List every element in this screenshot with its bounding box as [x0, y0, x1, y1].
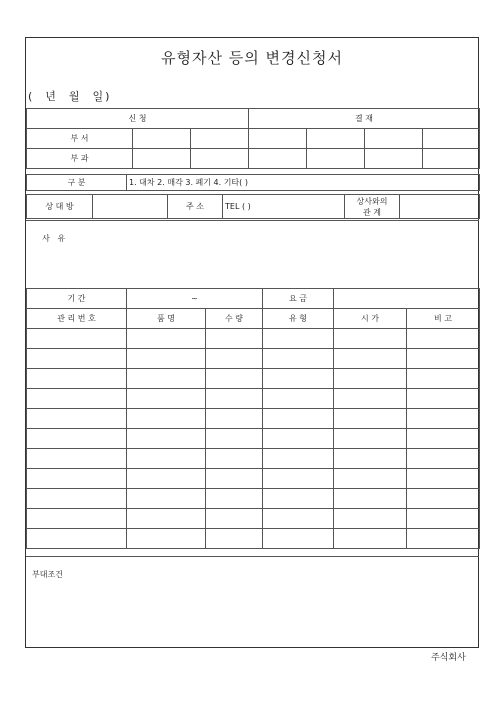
table-row [27, 489, 480, 509]
table-cell[interactable] [27, 349, 127, 369]
table-cell[interactable] [27, 469, 127, 489]
counterparty-field[interactable] [93, 195, 168, 219]
table-cell[interactable] [27, 369, 127, 389]
table-cell[interactable] [127, 389, 206, 409]
table-cell[interactable] [407, 529, 480, 549]
table-cell[interactable] [263, 509, 334, 529]
fee-label: 요 금 [263, 289, 334, 309]
table-cell[interactable] [407, 429, 480, 449]
table-cell[interactable] [407, 389, 480, 409]
table-cell[interactable] [263, 469, 334, 489]
table-cell[interactable] [334, 489, 407, 509]
table-cell[interactable] [407, 469, 480, 489]
table-cell[interactable] [206, 389, 263, 409]
table-cell[interactable] [263, 389, 334, 409]
table-cell[interactable] [127, 509, 206, 529]
header-type: 유 형 [263, 309, 334, 329]
period-range-field[interactable]: ~ [127, 289, 263, 309]
header-item-name: 품 명 [127, 309, 206, 329]
relation-label-line-2: 관 계 [363, 207, 381, 217]
table-cell[interactable] [127, 489, 206, 509]
relation-field[interactable] [400, 195, 480, 219]
table-row [27, 529, 480, 549]
relation-label-line-1: 상사와의 [356, 196, 388, 206]
form-title: 유형자산 등의 변경신청서 [161, 49, 343, 67]
header-remarks: 비 고 [407, 309, 480, 329]
table-cell[interactable] [206, 409, 263, 429]
table-cell[interactable] [206, 489, 263, 509]
approval-cell[interactable] [307, 149, 365, 169]
table-cell[interactable] [407, 349, 480, 369]
dept-label: 부 서 [27, 129, 133, 149]
items-body [27, 309, 480, 549]
conditions-section[interactable] [26, 556, 479, 648]
party-table [26, 194, 480, 219]
table-cell[interactable] [127, 349, 206, 369]
table-cell[interactable] [27, 429, 127, 449]
approval-cell[interactable] [365, 129, 423, 149]
table-cell[interactable] [334, 329, 407, 349]
table-cell[interactable] [334, 469, 407, 489]
approval-header: 결 재 [249, 109, 480, 129]
table-cell[interactable] [263, 409, 334, 429]
table-cell[interactable] [334, 349, 407, 369]
table-cell[interactable] [27, 329, 127, 349]
table-cell[interactable] [334, 449, 407, 469]
header-mgmt-no: 관 리 번 호 [27, 309, 127, 329]
table-row [27, 469, 480, 489]
table-cell[interactable] [334, 429, 407, 449]
table-cell[interactable] [263, 349, 334, 369]
table-cell[interactable] [263, 429, 334, 449]
table-cell[interactable] [407, 509, 480, 529]
tel-field[interactable]: TEL ( ) [223, 195, 345, 219]
fee-field[interactable] [334, 289, 480, 309]
table-cell[interactable] [407, 329, 480, 349]
approval-cell[interactable] [307, 129, 365, 149]
items-header-row [27, 309, 480, 329]
table-cell[interactable] [206, 369, 263, 389]
approval-cell[interactable] [423, 129, 480, 149]
conditions-label: 부대조건 [32, 570, 63, 579]
table-cell[interactable] [27, 389, 127, 409]
table-row [27, 389, 480, 409]
table-row [27, 429, 480, 449]
table-cell[interactable] [127, 449, 206, 469]
table-cell[interactable] [263, 489, 334, 509]
applicant-header: 신 청 [27, 109, 249, 129]
approval-cell[interactable] [249, 129, 307, 149]
table-cell[interactable] [206, 469, 263, 489]
table-cell[interactable] [206, 449, 263, 469]
reason-label: 사 유 [42, 234, 66, 243]
table-cell[interactable] [206, 429, 263, 449]
period-table [26, 288, 480, 309]
approval-cell[interactable] [423, 149, 480, 169]
table-cell[interactable] [263, 529, 334, 549]
table-cell[interactable] [407, 449, 480, 469]
table-cell[interactable] [334, 389, 407, 409]
type-label: 구 분 [27, 175, 127, 191]
table-cell[interactable] [334, 509, 407, 529]
relation-label [345, 195, 400, 219]
table-cell[interactable] [27, 409, 127, 429]
table-cell[interactable] [407, 489, 480, 509]
approval-cell[interactable] [249, 149, 307, 169]
table-cell[interactable] [127, 529, 206, 549]
header-market-value: 시 가 [334, 309, 407, 329]
table-cell[interactable] [127, 429, 206, 449]
table-cell[interactable] [206, 529, 263, 549]
reason-section[interactable] [26, 220, 479, 288]
header-quantity: 수 량 [206, 309, 263, 329]
table-cell[interactable] [263, 369, 334, 389]
sign-cell[interactable] [191, 149, 249, 169]
table-cell[interactable] [27, 529, 127, 549]
date-line: ( 년 월 일) [28, 90, 112, 103]
table-cell[interactable] [334, 529, 407, 549]
table-cell[interactable] [27, 489, 127, 509]
address-label: 주 소 [168, 195, 223, 219]
table-cell[interactable] [263, 329, 334, 349]
table-cell[interactable] [127, 369, 206, 389]
table-row [27, 449, 480, 469]
table-row [27, 369, 480, 389]
table-row [27, 509, 480, 529]
items-table [26, 308, 480, 549]
table-cell[interactable] [263, 449, 334, 469]
sign-cell[interactable] [191, 129, 249, 149]
table-cell[interactable] [127, 409, 206, 429]
table-cell[interactable] [206, 509, 263, 529]
application-form [25, 37, 479, 648]
counterparty-label: 상 대 방 [27, 195, 93, 219]
table-cell[interactable] [127, 469, 206, 489]
company-name: 주식회사 [431, 653, 466, 663]
table-cell[interactable] [407, 369, 480, 389]
type-table [26, 174, 480, 191]
table-cell[interactable] [27, 449, 127, 469]
period-label: 기 간 [27, 289, 127, 309]
type-options[interactable]: 1. 대차 2. 매각 3. 폐기 4. 기타( ) [127, 175, 480, 191]
table-row [27, 349, 480, 369]
table-cell[interactable] [206, 329, 263, 349]
approval-cell[interactable] [365, 149, 423, 169]
table-cell[interactable] [334, 369, 407, 389]
table-cell[interactable] [127, 329, 206, 349]
table-row [27, 329, 480, 349]
table-cell[interactable] [206, 349, 263, 369]
table-row [27, 409, 480, 429]
signature-table [26, 108, 480, 169]
table-cell[interactable] [27, 509, 127, 529]
table-cell[interactable] [334, 409, 407, 429]
sign-cell[interactable] [133, 149, 191, 169]
section-label: 부 과 [27, 149, 133, 169]
table-cell[interactable] [407, 409, 480, 429]
sign-cell[interactable] [133, 129, 191, 149]
